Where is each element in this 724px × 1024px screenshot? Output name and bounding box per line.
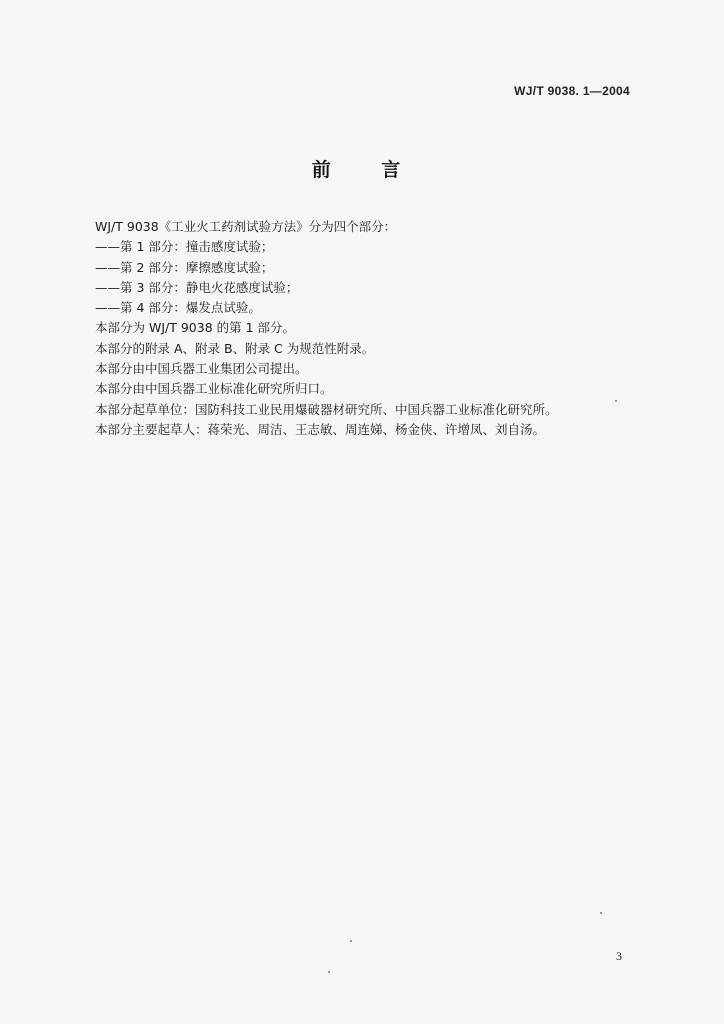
text-line: ——第 2 部分：摩擦感度试验； — [95, 259, 274, 275]
text-line: 本部分由中国兵器工业集团公司提出。 — [95, 361, 308, 377]
text-line: 本部分为 WJ/T 9038 的第 1 部分。 — [95, 320, 296, 336]
scan-speck — [615, 400, 617, 402]
scan-speck — [600, 912, 602, 914]
scan-speck — [350, 940, 352, 942]
text-line: ——第 1 部分：撞击感度试验； — [95, 239, 274, 255]
scan-speck — [328, 971, 330, 973]
text-line: ——第 3 部分：静电火花感度试验； — [95, 279, 299, 295]
text-line: 本部分主要起草人：蒋荣光、周洁、王志敏、周连娣、杨金侠、许增凤、刘自汤。 — [95, 421, 546, 437]
text-line: 本部分起草单位：国防科技工业民用爆破器材研究所、中国兵器工业标准化研究所。 — [95, 401, 558, 417]
text-line: 本部分由中国兵器工业标准化研究所归口。 — [95, 381, 333, 397]
preface-body — [95, 217, 655, 440]
page-number: 3 — [616, 949, 622, 963]
text-line: ——第 4 部分：爆发点试验。 — [95, 300, 261, 316]
standard-code: WJ/T 9038. 1—2004 — [514, 84, 630, 98]
text-line: WJ/T 9038《工业火工药剂试验方法》分为四个部分： — [95, 219, 397, 234]
preface-title: 前 言 — [311, 159, 423, 181]
text-line: 本部分的附录 A、附录 B、附录 C 为规范性附录。 — [95, 340, 375, 356]
